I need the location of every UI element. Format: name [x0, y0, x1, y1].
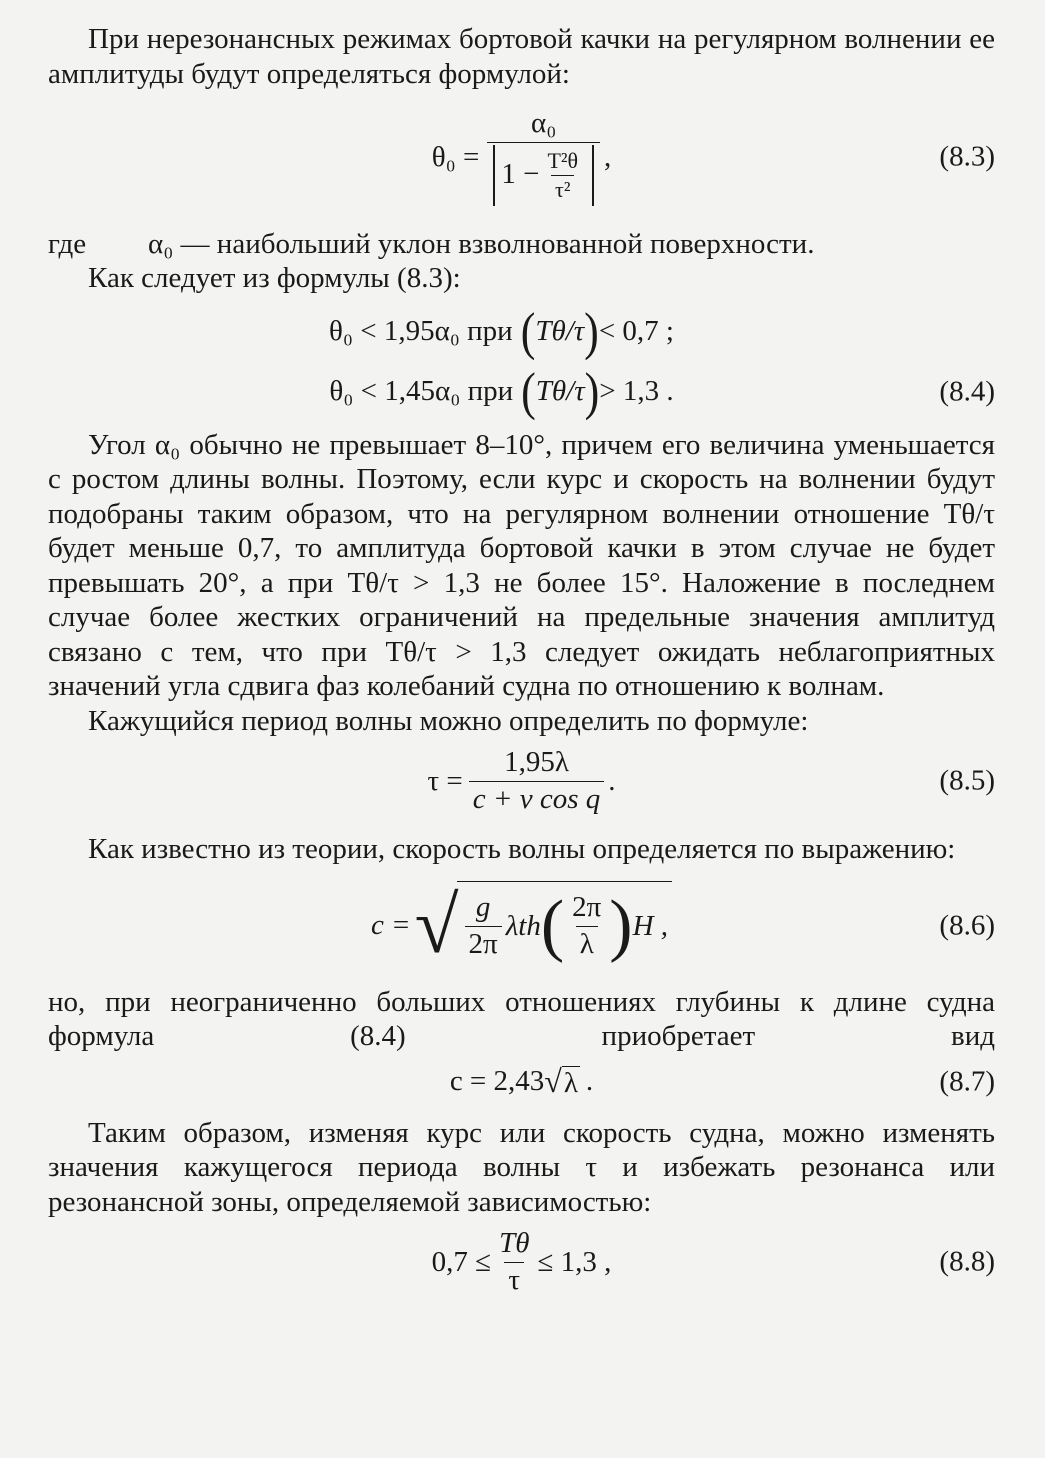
paragraph-follows: Как следует из формулы (8.3): [88, 262, 461, 294]
eq86-sqrt [415, 881, 672, 971]
eq83-lhs: θ₀ = [431, 140, 480, 173]
eq84a-inner: Tθ/τ [535, 315, 585, 347]
where-line [48, 227, 995, 261]
eq86-paren-open: ( [540, 887, 565, 964]
eq85-numerator: 1,95λ [504, 745, 569, 778]
eq86-p-den: λ [576, 926, 598, 961]
eq87-number: (8.7) [939, 1065, 995, 1097]
eq86-radicand [457, 881, 673, 971]
eq83-den-one: 1 − [501, 158, 540, 191]
eq84a-paren-open: ( [520, 301, 536, 361]
equation-8-6 [48, 867, 995, 985]
eq84a-paren-close: ) [584, 301, 599, 361]
paragraph-theory: Как известно из теории, скорость волны определяется по выражению: [88, 833, 956, 865]
eq86-paren-close: ) [609, 887, 633, 964]
equation-8-4b [48, 362, 995, 422]
where-text: α₀ — наибольший уклон взволнованной поверхности. [148, 228, 815, 260]
eq84b-paren-close: ) [584, 361, 600, 421]
eq85-number: (8.5) [939, 764, 995, 797]
eq86-lhs: c = [370, 909, 411, 941]
eq84a-right: < 0,7 ; [598, 315, 674, 347]
eq87-sqrt [544, 1063, 580, 1100]
eq88-denominator: τ [504, 1262, 524, 1297]
eq87-tail: . [585, 1065, 594, 1097]
eq83-denominator [487, 142, 600, 206]
eq86-p-num: 2π [572, 890, 602, 923]
equation-8-7 [48, 1054, 995, 1110]
eq86-number: (8.6) [939, 909, 995, 941]
paragraph-angle: Угол α₀ обычно не превышает 8–10°, причем его величина уменьшается с ростом длины волны. Поэтому, если курс и скорость на волнении будут подобраны таким образом, что на регулярном волнении отношение Tθ/τ будет меньше 0,7, то амплитуда бортовой качки в этом случае не будет превышать 20°, а при Tθ/τ > 1,3 не более 15°. Наложение в последнем случае более жестких ограничений на предельные значения амплитуд связано с тем, что при Tθ/τ > 1,3 следует ожидать неблагоприятных значений угла сдвига фаз колебаний судна по отношению к волнам. [48, 428, 995, 702]
paragraph-intro: При нерезонансных режимах бортовой качки на регулярном волнении ее амплитуды будут определяться формулой: [48, 23, 995, 90]
eq87-radical: √ [544, 1063, 562, 1099]
eq84b-inner: Tθ/τ [535, 375, 585, 407]
eq84b-right: > 1,3 . [599, 375, 674, 407]
paragraph-period: Кажущийся период волны можно определить по формуле: [88, 704, 809, 737]
eq86-g-den: 2π [465, 926, 502, 961]
eq85-fraction [469, 747, 604, 816]
eq88-fraction [495, 1228, 533, 1297]
eq88-left: 0,7 ≤ [431, 1245, 492, 1278]
eq84-number: (8.4) [939, 375, 995, 407]
where-label: где [48, 228, 87, 260]
eq88-number: (8.8) [939, 1245, 995, 1278]
eq83-numerator: α₀ [531, 106, 557, 139]
eq84b-left: θ₀ < 1,45α₀ при [329, 375, 514, 407]
eq85-denominator: c + v cos q [469, 781, 604, 816]
eq86-tail: H , [632, 909, 669, 942]
equation-8-4a [48, 302, 955, 362]
equation-8-5 [48, 738, 995, 824]
eq86-radical: √ [414, 881, 459, 970]
eq86-g-num: g [475, 890, 491, 923]
eq86-mid: λth [505, 909, 541, 942]
paragraph-depth: но, при неограниченно больших отношениях глубины к длине судна формула (8.4) приобретает вид [48, 985, 995, 1052]
eq83-absolute [493, 145, 594, 206]
eq87-lhs: c = 2,43 [449, 1065, 545, 1097]
eq85-tail: . [608, 764, 616, 797]
eq88-numerator: Tθ [499, 1226, 530, 1259]
eq86-p-fraction [568, 892, 605, 961]
equation-8-3 [48, 91, 995, 223]
eq83-number: (8.3) [939, 140, 995, 173]
eq86-g-fraction [465, 892, 502, 961]
eq84b-paren-open: ( [521, 361, 536, 421]
eq85-lhs: τ = [427, 764, 463, 797]
eq84a-left: θ₀ < 1,95α₀ при [329, 315, 513, 347]
paragraph-conclusion: Таким образом, изменяя курс или скорость судна, можно изменять значения кажущегося периода волны τ и избежать резонанса или резонансной зоны, определяемой зависимостью: [48, 1116, 995, 1218]
eq83-fraction [487, 108, 600, 206]
eq88-right: ≤ 1,3 , [537, 1245, 612, 1278]
eq83-inner-fraction [543, 149, 582, 202]
equation-8-8 [48, 1219, 995, 1305]
eq83-inner-num: T²θ [547, 147, 579, 173]
eq83-inner-den: τ² [551, 175, 574, 202]
eq87-radicand: λ [563, 1067, 578, 1099]
eq83-tail: , [604, 140, 612, 173]
